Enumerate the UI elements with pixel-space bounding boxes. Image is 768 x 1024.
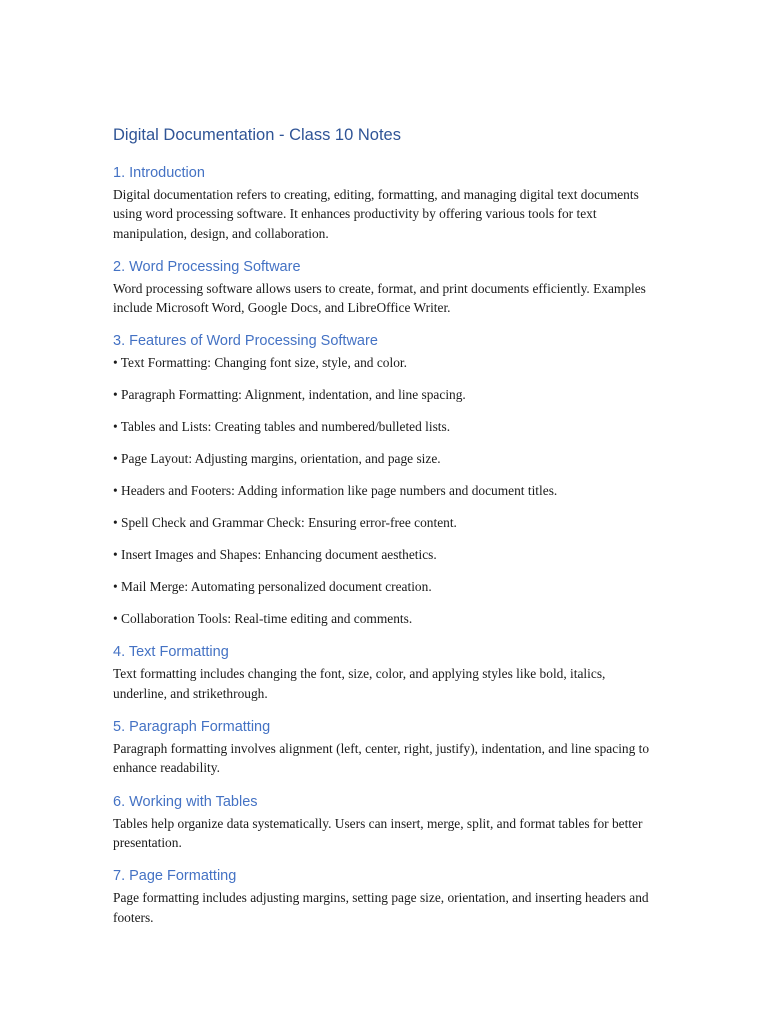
section-introduction: [113, 163, 658, 243]
section-heading: 3. Features of Word Processing Software: [113, 333, 378, 350]
section-heading: 4. Text Formatting: [113, 644, 229, 661]
list-item: • Page Layout: Adjusting margins, orientation, and page size.: [113, 451, 441, 467]
list-item: • Insert Images and Shapes: Enhancing document aesthetics.: [113, 547, 437, 563]
document-page: [113, 122, 658, 941]
list-item: • Text Formatting: Changing font size, style, and color.: [113, 355, 407, 371]
list-item: • Tables and Lists: Creating tables and numbered/bulleted lists.: [113, 419, 451, 435]
section-text-formatting: [113, 642, 658, 703]
section-paragraph: Tables help organize data systematically. Users can insert, merge, split, and format tables for better presentation.: [113, 815, 643, 850]
section-page-formatting: [113, 866, 658, 927]
section-paragraph: Paragraph formatting involves alignment (left, center, right, justify), indentation, and line spacing to enhance readability.: [113, 741, 650, 776]
section-paragraph: Text formatting includes changing the font, size, color, and applying styles like bold, italics, underline, and strikethrough.: [113, 666, 606, 701]
document-title: Digital Documentation - Class 10 Notes: [113, 126, 401, 144]
section-paragraph: Page formatting includes adjusting margins, setting page size, orientation, and inserting headers and footers.: [113, 890, 649, 925]
section-paragraph: Word processing software allows users to create, format, and print documents efficiently. Examples include Microsoft Word, Google Docs, and LibreOffice Writer.: [113, 280, 646, 316]
list-item: • Spell Check and Grammar Check: Ensuring error-free content.: [113, 515, 457, 531]
list-item: • Headers and Footers: Adding information like page numbers and document titles.: [113, 483, 558, 499]
section-heading: 6. Working with Tables: [113, 793, 258, 810]
section-heading: 7. Page Formatting: [113, 868, 237, 885]
list-item: • Mail Merge: Automating personalized document creation.: [113, 579, 432, 595]
section-features: [113, 331, 658, 628]
list-item: • Paragraph Formatting: Alignment, indentation, and line spacing.: [113, 387, 466, 403]
section-paragraph: Digital documentation refers to creating, editing, formatting, and managing digital text documents using word processing software. It enhances productivity by offering various tools for text manipulation, design, and collaboration.: [113, 187, 639, 241]
section-working-with-tables: [113, 792, 658, 853]
section-heading: 1. Introduction: [113, 165, 205, 181]
section-heading: 5. Paragraph Formatting: [113, 719, 271, 736]
section-paragraph-formatting: [113, 717, 658, 778]
list-item: • Collaboration Tools: Real-time editing and comments.: [113, 611, 413, 627]
section-word-processing-software: [113, 257, 658, 318]
section-heading: 2. Word Processing Software: [113, 258, 301, 275]
feature-list: [113, 353, 658, 628]
